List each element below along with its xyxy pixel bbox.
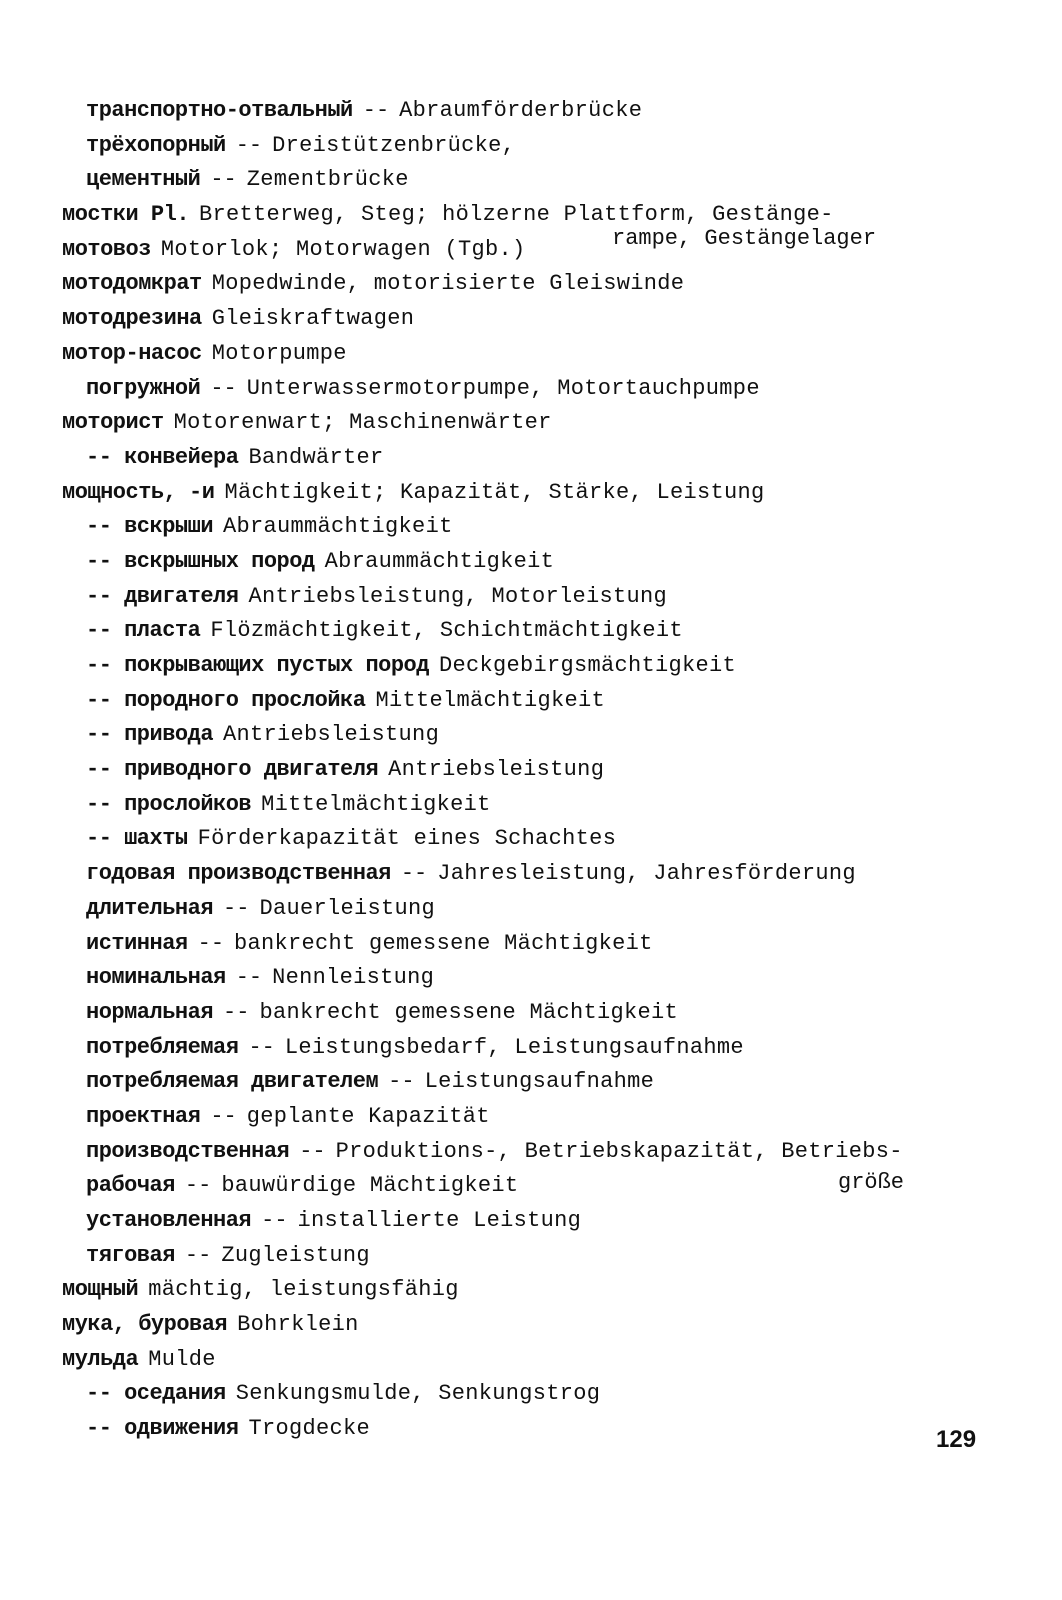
dictionary-entry: [0, 1377, 1062, 1412]
german-translation: Antriebsleistung: [388, 757, 605, 783]
german-translation: Leistungsbedarf, Leistungsaufnahme: [284, 1034, 744, 1060]
dictionary-entry: [0, 233, 1062, 268]
dictionary-entry: [0, 996, 1062, 1031]
russian-term: длительная: [86, 895, 214, 921]
dictionary-entry: [0, 1412, 1062, 1447]
russian-term: моторист: [62, 410, 164, 436]
separator: --: [248, 1034, 275, 1060]
separator: --: [210, 1103, 237, 1129]
german-translation: Motorlok; Motorwagen (Tgb.): [160, 236, 526, 262]
separator: --: [184, 1242, 212, 1268]
dictionary-entry: [0, 163, 1062, 198]
russian-term: нормальная: [86, 999, 214, 1025]
russian-term: -- шахты: [86, 826, 188, 852]
russian-term: мотодрезина: [62, 306, 202, 332]
russian-term: номинальная: [86, 965, 226, 991]
dictionary-entry: [0, 406, 1062, 441]
separator: --: [223, 895, 250, 921]
russian-term: -- пласта: [86, 618, 201, 644]
separator: --: [388, 1069, 415, 1095]
russian-term: -- вскрыши: [86, 514, 214, 540]
german-translation: Produktions-, Betriebskapazität, Betriebs-: [335, 1138, 903, 1164]
dictionary-entry: [0, 198, 1062, 233]
russian-term: мощность, -и: [62, 479, 215, 505]
dictionary-entry: [0, 1273, 1062, 1308]
separator: --: [223, 999, 250, 1025]
dictionary-entry: [0, 718, 1062, 753]
german-translation: Zementbrücke: [246, 167, 409, 193]
dictionary-entry: [0, 1100, 1062, 1135]
german-translation: installierte Leistung: [297, 1208, 582, 1233]
russian-term: установленная: [86, 1208, 252, 1233]
separator: --: [235, 965, 263, 991]
german-translation: Abraummächtigkeit: [324, 548, 555, 574]
dictionary-entry: [0, 476, 1062, 511]
russian-term: мульда: [62, 1346, 139, 1372]
dictionary-entry: [0, 267, 1062, 302]
german-translation: Bretterweg, Steg; hölzerne Plattform, Gestänge-: [199, 202, 834, 228]
german-translation: bankrecht gemessene Mächtigkeit: [234, 930, 653, 956]
dictionary-entry: [0, 1308, 1062, 1343]
russian-term: -- оседания: [86, 1381, 226, 1407]
dictionary-entry: [0, 684, 1062, 719]
russian-term: потребляемая двигателем: [86, 1069, 379, 1095]
dictionary-entry: [0, 927, 1062, 962]
russian-term: -- приводного двигателя: [86, 757, 379, 783]
separator: --: [197, 930, 225, 956]
russian-term: -- привода: [86, 722, 214, 748]
russian-term: мотовоз: [62, 236, 151, 262]
dictionary-entry: [0, 302, 1062, 337]
separator: --: [210, 167, 237, 193]
russian-term: -- двигателя: [86, 583, 239, 609]
dictionary-entry: [0, 337, 1062, 372]
russian-term: -- покрывающих пустых пород: [86, 653, 429, 678]
dictionary-entry: [0, 857, 1062, 892]
dictionary-entry: [0, 788, 1062, 823]
russian-term: -- одвижения: [86, 1416, 239, 1442]
german-translation: Abraumförderbrücke: [399, 98, 643, 123]
russian-term: трёхопорный: [86, 132, 226, 158]
russian-term: транспортно-отвальный: [86, 98, 353, 123]
dictionary-entry: [0, 649, 1062, 684]
dictionary-entry: [0, 545, 1062, 580]
russian-term: цементный: [86, 167, 201, 193]
german-translation: Deckgebirgsmächtigkeit: [438, 653, 737, 678]
entry-continuation: größe: [838, 1170, 905, 1195]
dictionary-entry: [0, 614, 1062, 649]
dictionary-entry: [0, 441, 1062, 476]
russian-term: потребляемая: [86, 1034, 239, 1060]
german-translation: Motorpumpe: [211, 340, 347, 366]
dictionary-entry: [0, 822, 1062, 857]
dictionary-entry: [0, 580, 1062, 615]
german-translation: Bohrklein: [237, 1312, 359, 1338]
entry-list: [0, 94, 1062, 1447]
separator: --: [299, 1138, 326, 1164]
german-translation: Motorenwart; Maschinenwärter: [173, 410, 552, 436]
dictionary-entry: [0, 1239, 1062, 1274]
dictionary-entry: [0, 1204, 1062, 1239]
entry-continuation: rampe, Gestängelager: [612, 226, 877, 251]
german-translation: Mittelmächtigkeit: [375, 687, 605, 713]
german-translation: Antriebsleistung, Motorleistung: [248, 583, 668, 609]
dictionary-entry: [0, 961, 1062, 996]
german-translation: Dauerleistung: [259, 895, 435, 921]
russian-term: истинная: [86, 930, 188, 956]
dictionary-entry: [0, 510, 1062, 545]
russian-term: проектная: [86, 1103, 201, 1129]
german-translation: Dreistützenbrücke,: [272, 132, 516, 158]
russian-term: мотодомкрат: [62, 271, 202, 297]
russian-term: мощный: [62, 1277, 139, 1303]
russian-term: мостки Pl.: [62, 202, 190, 228]
german-translation: Leistungsaufnahme: [424, 1069, 655, 1095]
separator: --: [184, 1173, 212, 1199]
german-translation: Zugleistung: [221, 1242, 370, 1268]
german-translation: Mulde: [148, 1346, 216, 1372]
russian-term: производственная: [86, 1138, 290, 1164]
russian-term: годовая производственная: [86, 861, 391, 887]
dictionary-entry: [0, 753, 1062, 788]
separator: --: [210, 375, 237, 401]
page-number: 129: [936, 1426, 977, 1453]
dictionary-entry: [0, 372, 1062, 407]
separator: --: [362, 98, 390, 123]
german-translation: Unterwassermotorpumpe, Motortauchpumpe: [246, 375, 760, 401]
dictionary-entry: [0, 1031, 1062, 1066]
russian-term: -- конвейера: [86, 444, 239, 470]
separator: --: [261, 1208, 288, 1233]
german-translation: Abraummächtigkeit: [223, 514, 453, 540]
german-translation: Mittelmächtigkeit: [261, 791, 491, 817]
german-translation: Förderkapazität eines Schachtes: [197, 826, 617, 852]
russian-term: мотор-насос: [62, 340, 202, 366]
german-translation: Jahresleistung, Jahresförderung: [437, 861, 856, 887]
dictionary-entry: [0, 1135, 1062, 1170]
russian-term: -- вскрышных пород: [86, 548, 315, 574]
german-translation: Trogdecke: [248, 1416, 370, 1442]
dictionary-entry: [0, 1343, 1062, 1378]
german-translation: Bandwärter: [248, 444, 384, 470]
german-translation: mächtig, leistungsfähig: [148, 1277, 459, 1303]
dictionary-entry: [0, 1065, 1062, 1100]
german-translation: Mopedwinde, motorisierte Gleiswinde: [211, 271, 685, 297]
german-translation: geplante Kapazität: [246, 1103, 490, 1129]
dictionary-entry: [0, 94, 1062, 129]
german-translation: bauwürdige Mächtigkeit: [221, 1173, 519, 1199]
german-translation: Antriebsleistung: [223, 722, 440, 748]
russian-term: рабочая: [86, 1173, 175, 1199]
german-translation: Mächtigkeit; Kapazität, Stärke, Leistung: [224, 479, 765, 505]
german-translation: Gleiskraftwagen: [211, 306, 415, 332]
russian-term: мука, буровая: [62, 1312, 228, 1338]
russian-term: погружной: [86, 375, 201, 401]
russian-term: -- прослойков: [86, 791, 252, 817]
separator: --: [400, 861, 428, 887]
dictionary-entry: [0, 892, 1062, 927]
german-translation: Nennleistung: [272, 965, 435, 991]
dictionary-entry: [0, 129, 1062, 164]
german-translation: bankrecht gemessene Mächtigkeit: [259, 999, 679, 1025]
russian-term: тяговая: [86, 1242, 175, 1268]
separator: --: [235, 132, 263, 158]
german-translation: Senkungsmulde, Senkungstrog: [235, 1381, 601, 1407]
russian-term: -- породного прослойка: [86, 687, 366, 713]
german-translation: Flözmächtigkeit, Schichtmächtigkeit: [210, 618, 683, 644]
